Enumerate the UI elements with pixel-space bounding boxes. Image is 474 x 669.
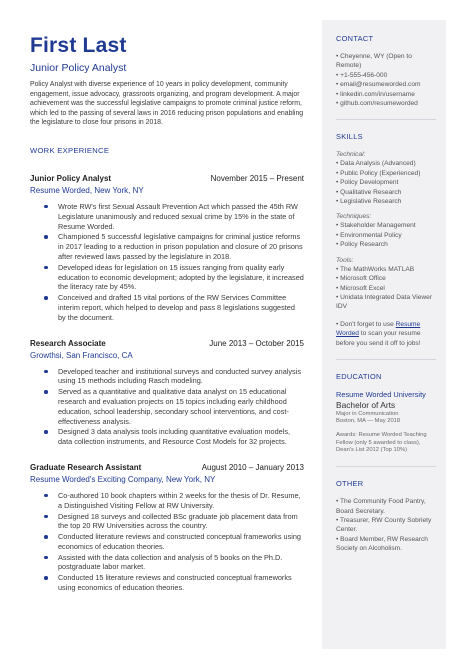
job-bullet: [44, 427, 304, 447]
contact-location: • Cheyenne, WY (Open to Remote): [336, 53, 412, 70]
sidebar-divider: [336, 119, 436, 120]
work-experience-heading: WORK EXPERIENCE: [30, 145, 110, 155]
job-bullet: [44, 232, 304, 261]
contact-phone-text: +1-555-456-000: [340, 71, 388, 79]
skills-heading: SKILLS: [336, 132, 363, 142]
job-dates: June 2013 – October 2015: [209, 338, 304, 348]
skill-text: The MathWorks MATLAB: [340, 265, 415, 273]
job-bullet: [44, 512, 304, 532]
job-header: [30, 463, 304, 473]
tip-text-after: to scan your resume before you send it off to jobs!: [336, 330, 421, 347]
job-bullets: [30, 202, 304, 323]
skill-item: • Environmental Policy: [336, 231, 402, 239]
job-dates: August 2010 – January 2013: [201, 462, 304, 472]
skill-item: • Microsoft Office: [336, 275, 386, 283]
skills-techniques-list: [336, 221, 436, 249]
job-bullet: [44, 532, 304, 552]
contact-email-text[interactable]: email@resumeworded.com: [340, 81, 421, 89]
other-list: [336, 497, 436, 553]
bullet-dot-icon: [44, 515, 48, 519]
job-bullets: [30, 491, 304, 593]
candidate-headline: Junior Policy Analyst: [30, 62, 127, 74]
education-major: Major in Communication: [336, 410, 399, 417]
job-bullet-text: Wrote RW's first Sexual Assault Prevention Act which passed the 45th RW Legislature unanimously and reduced sexual crime by 15% in the state of Resume Worded.: [58, 201, 298, 231]
job-header: [30, 339, 304, 349]
job-bullet: [44, 202, 304, 231]
skill-item: • Unidata Integrated Data Viewer IDV: [336, 293, 433, 311]
job-dates: November 2015 – Present: [210, 173, 304, 183]
skill-text: Policy Research: [340, 241, 388, 249]
job-bullet: [44, 387, 304, 426]
job-bullet: [44, 491, 304, 511]
bullet-dot-icon: [44, 430, 48, 434]
contact-location-text: Cheyenne, WY (Open to Remote): [336, 53, 412, 70]
skill-item: • The MathWorks MATLAB: [336, 265, 415, 273]
bullet-dot-icon: [44, 205, 48, 209]
resume-tip: • Don't forget to use Resume Worded to scan your resume before you send it off to jobs!: [336, 320, 421, 347]
job-title: Junior Policy Analyst: [30, 173, 112, 183]
summary-paragraph: Policy Analyst with diverse experience of 10 years in policy development, community engagement, issue advocacy, grassroots organizing, and program development. A major achievement was the successful legislative campaigns to promote criminal justice reform, which led to the passing of several laws in 2016 reducing prison populations and enabling the legislature to close four prisons in 2018.: [30, 81, 304, 127]
other-item-text: The Community Food Pantry, Board Secretary.: [336, 498, 426, 515]
skill-item: • Qualitative Research: [336, 188, 402, 196]
resume-worded-link[interactable]: Resume Worded: [336, 320, 421, 338]
skill-text: Microsoft Excel: [340, 284, 385, 292]
job-bullet: [44, 573, 304, 593]
skills-technical-label: Technical:: [336, 151, 366, 159]
sidebar-divider: [336, 359, 436, 360]
job-entry: [30, 463, 304, 593]
other-heading: OTHER: [336, 479, 364, 489]
skill-item: • Policy Research: [336, 241, 388, 249]
job-company: Resume Worded, New York, NY: [30, 185, 144, 195]
skill-text: Policy Development: [340, 179, 399, 187]
other-item: • Treasurer, RW County Sobriety Center.: [336, 516, 432, 534]
job-bullet-text: Developed ideas for legislation on 15 issues ranging from quality early education to economic development; adopted by the legislature, it increased the literacy rate by 45%.: [58, 262, 304, 292]
job-bullet-text: Served as a quantitative and qualitative data analyst on 15 educational research and evaluation projects on 15 topics including early childhood education, school leadership, secondary school interventions, and cost-effectiveness analysis.: [58, 387, 289, 426]
bullet-dot-icon: [44, 235, 48, 239]
other-item: • The Community Food Pantry, Board Secretary.: [336, 498, 426, 515]
sidebar: [322, 20, 446, 649]
job-bullet: [44, 367, 304, 387]
skills-tools-label: Tools:: [336, 256, 354, 264]
skill-item: • Public Policy (Experienced): [336, 169, 421, 177]
contact-email-link[interactable]: • email@resumeworded.com: [336, 81, 421, 89]
contact-github-text[interactable]: github.com/resumeworded: [340, 100, 418, 108]
contact-heading: CONTACT: [336, 34, 374, 43]
job-bullet-text: Developed teacher and institutional surveys and conducted survey analysis using 15 methods including Rasch modeling.: [58, 366, 301, 386]
bullet-dot-icon: [44, 535, 48, 539]
job-company: Growthsi, San Francisco, CA: [30, 350, 133, 360]
job-bullet-text: Conducted literature reviews and constructed conceptual frameworks using economics of education theories.: [58, 532, 301, 551]
skill-item: • Legislative Research: [336, 198, 402, 206]
skill-text: Qualitative Research: [340, 188, 402, 196]
skill-text: Unidata Integrated Data Viewer IDV: [336, 293, 433, 311]
skills-tools-list: [336, 265, 436, 312]
contact-linkedin-link[interactable]: • linkedin.com/in/username: [336, 90, 415, 98]
job-entry: [30, 174, 304, 323]
bullet-dot-icon: [44, 556, 48, 560]
job-title: Graduate Research Assistant: [30, 462, 142, 472]
job-bullet-text: Conducted 15 literature reviews and constructed conceptual frameworks using economics of education theories.: [58, 573, 292, 593]
job-title: Research Associate: [30, 338, 106, 348]
bullet-dot-icon: [44, 370, 48, 374]
education-heading: EDUCATION: [336, 371, 382, 381]
skill-text: Data Analysis (Advanced): [340, 160, 416, 168]
skill-item: • Data Analysis (Advanced): [336, 160, 416, 168]
candidate-name: First Last: [30, 34, 127, 57]
other-item-text: Treasurer, RW County Sobriety Center.: [336, 516, 432, 534]
job-bullet-text: Assisted with the data collection and analysis of 5 books on the Ph.D. postgraduate labor market.: [58, 552, 283, 572]
job-bullet-text: Designed 18 surveys and collected BSc graduate job placement data from the top 20 RW Universities across the country.: [58, 511, 298, 531]
job-bullet-text: Designed 3 data analysis tools including quantitative evaluation models, data collection instruments, and Resource Cost Models for 32 projects.: [58, 427, 291, 447]
job-entry: [30, 339, 304, 447]
skills-techniques-label: Techniques:: [336, 213, 372, 221]
bullet-dot-icon: [44, 494, 48, 498]
bullet-dot-icon: [44, 576, 48, 580]
bullet-dot-icon: [44, 390, 48, 394]
bullet-dot-icon: [44, 266, 48, 270]
job-bullet-text: Championed 5 successful legislative campaigns for criminal justice reforms in 2017 leading to a reduction in prison population and closure of 20 prisons after reviewed laws passed by the legislature in 2018.: [58, 232, 303, 261]
job-company: Resume Worded's Exciting Company, New York, NY: [30, 474, 216, 484]
job-bullets: [30, 367, 304, 447]
bullet-dot-icon: [44, 296, 48, 300]
job-bullet: [44, 553, 304, 573]
education-degree: Bachelor of Arts: [336, 399, 396, 410]
job-bullet-text: Co-authored 10 book chapters within 2 weeks for the thesis of Dr. Resume, a Distinguished Visiting Fellow at RW University.: [58, 490, 301, 510]
job-bullet: [44, 293, 304, 322]
main-column: [30, 34, 304, 594]
skills-technical-list: [336, 159, 436, 206]
skill-item: • Stakeholder Management: [336, 222, 416, 230]
tip-text-before: Don't forget to use: [340, 320, 396, 328]
contact-phone: • +1-555-456-000: [336, 71, 388, 79]
education-school: Resume Worded University: [336, 389, 426, 399]
contact-linkedin-text[interactable]: linkedin.com/in/username: [340, 90, 415, 98]
job-header: [30, 174, 304, 184]
other-item: • Board Member, RW Research Society on Alcoholism.: [336, 535, 428, 553]
skill-text: Legislative Research: [340, 198, 402, 206]
contact-list: [336, 52, 436, 108]
skill-item: • Microsoft Excel: [336, 284, 385, 292]
skill-text: Public Policy (Experienced): [340, 169, 421, 177]
skill-text: Stakeholder Management: [340, 222, 416, 230]
skill-text: Environmental Policy: [340, 231, 402, 239]
other-item-text: Board Member, RW Research Society on Alcoholism.: [336, 535, 428, 553]
job-bullet-text: Conceived and drafted 15 vital portions of the RW Services Committee interim report, which helped to develop and pass 8 legislations suggested by the document.: [58, 293, 295, 322]
job-bullet: [44, 263, 304, 292]
skill-text: Microsoft Office: [340, 275, 386, 283]
contact-github-link[interactable]: • github.com/resumeworded: [336, 100, 418, 108]
sidebar-divider: [336, 466, 436, 467]
education-awards: Awards: Resume Worded Teaching Fellow (only 5 awarded to class), Dean's List 2012 (Top 10%): [336, 431, 427, 454]
education-location-date: Boston, MA — May 2018: [336, 418, 401, 425]
skill-item: • Policy Development: [336, 179, 399, 187]
